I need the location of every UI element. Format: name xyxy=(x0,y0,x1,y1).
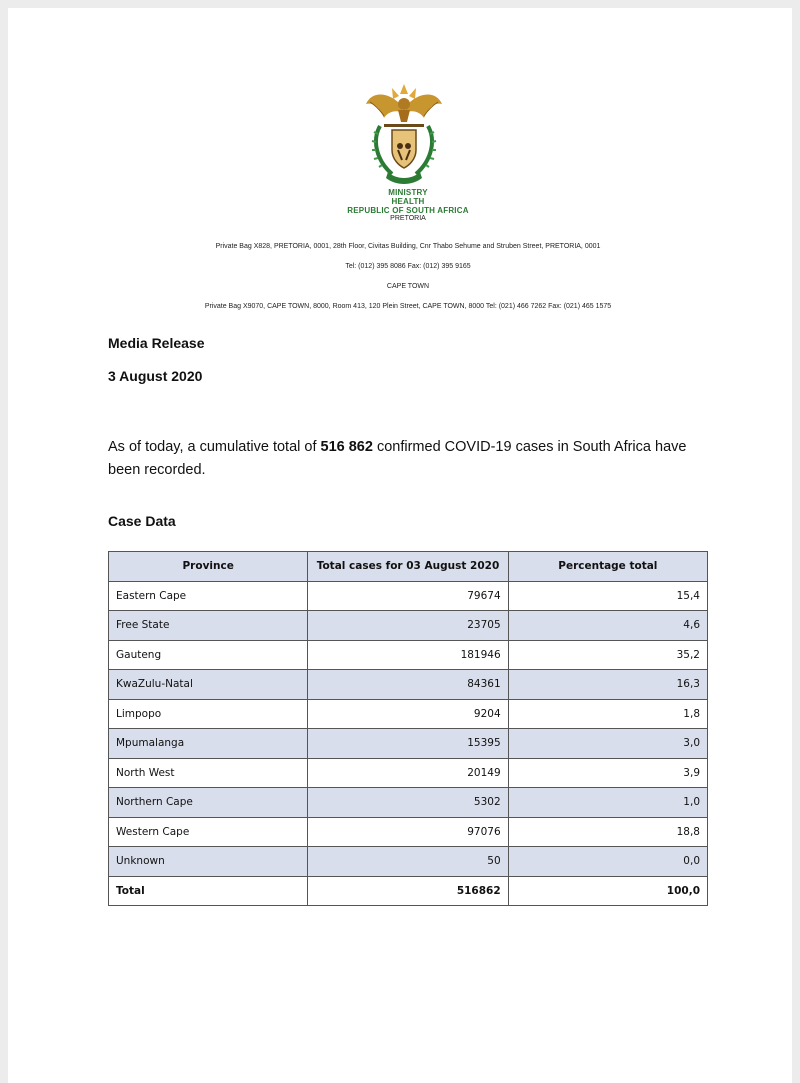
table-row xyxy=(109,581,708,611)
ministry-line: REPUBLIC OF SOUTH AFRICA xyxy=(347,206,469,215)
percentage-cell: 16,3 xyxy=(508,670,707,700)
capetown-label: CAPE TOWN xyxy=(386,283,430,290)
cases-cell: 15395 xyxy=(308,729,508,759)
cases-cell: 9204 xyxy=(308,699,508,729)
province-cell: KwaZulu-Natal xyxy=(109,670,308,700)
release-paragraph xyxy=(108,436,718,482)
table-total-row xyxy=(109,876,708,906)
total-label-cell: Total xyxy=(109,876,308,906)
total-cases-cell: 516862 xyxy=(308,876,508,906)
table-header-row xyxy=(109,552,708,582)
release-date: 3 August 2020 xyxy=(108,368,203,384)
capetown-address: Private Bag X9070, CAPE TOWN, 8000, Room 413, 120 Plein Street, CAPE TOWN, 8000 Tel: (021) 466 7262 Fax: (021) 465 1575 xyxy=(204,303,612,310)
column-header-total-cases: Total cases for 03 August 2020 xyxy=(308,552,508,582)
cases-cell: 97076 xyxy=(308,817,508,847)
ministry-line: MINISTRY xyxy=(388,188,428,197)
case-data-heading: Case Data xyxy=(108,513,176,529)
cases-cell: 79674 xyxy=(308,581,508,611)
cases-cell: 84361 xyxy=(308,670,508,700)
cumulative-total: 516 862 xyxy=(320,439,373,455)
table-row xyxy=(109,670,708,700)
percentage-cell: 0,0 xyxy=(508,847,707,877)
province-cell: Northern Cape xyxy=(109,788,308,818)
cases-cell: 20149 xyxy=(308,758,508,788)
percentage-cell: 1,0 xyxy=(508,788,707,818)
percentage-cell: 1,8 xyxy=(508,699,707,729)
media-release-heading: Media Release xyxy=(108,335,205,351)
table-row xyxy=(109,640,708,670)
document-page xyxy=(8,8,792,1083)
case-data-table xyxy=(108,551,708,906)
ministry-name xyxy=(308,188,508,215)
pretoria-address: Private Bag X828, PRETORIA, 0001, 28th Floor, Civitas Building, Cnr Thabo Sehume and Struben Street, PRETORIA, 0001 xyxy=(215,243,601,250)
percentage-cell: 18,8 xyxy=(508,817,707,847)
cases-cell: 50 xyxy=(308,847,508,877)
province-cell: Eastern Cape xyxy=(109,581,308,611)
province-cell: Mpumalanga xyxy=(109,729,308,759)
percentage-cell: 4,6 xyxy=(508,611,707,641)
cases-cell: 181946 xyxy=(308,640,508,670)
coat-of-arms-logo xyxy=(362,80,446,190)
table-row xyxy=(109,788,708,818)
table-row xyxy=(109,817,708,847)
province-cell: North West xyxy=(109,758,308,788)
table-row xyxy=(109,729,708,759)
province-cell: Unknown xyxy=(109,847,308,877)
pretoria-label: PRETORIA xyxy=(390,215,426,222)
province-cell: Western Cape xyxy=(109,817,308,847)
cases-cell: 23705 xyxy=(308,611,508,641)
column-header-province: Province xyxy=(109,552,308,582)
release-text-before: As of today, a cumulative total of xyxy=(108,439,321,455)
province-cell: Free State xyxy=(109,611,308,641)
percentage-cell: 35,2 xyxy=(508,640,707,670)
table-row xyxy=(109,611,708,641)
percentage-cell: 3,9 xyxy=(508,758,707,788)
release-text-after: confirmed COVID-19 cases in South Africa have been recorded. xyxy=(108,439,687,478)
table-row xyxy=(109,758,708,788)
total-percentage-cell: 100,0 xyxy=(508,876,707,906)
table-row xyxy=(109,699,708,729)
table-body xyxy=(109,581,708,906)
cases-cell: 5302 xyxy=(308,788,508,818)
percentage-cell: 3,0 xyxy=(508,729,707,759)
ministry-line: HEALTH xyxy=(391,197,425,206)
province-cell: Gauteng xyxy=(109,640,308,670)
province-cell: Limpopo xyxy=(109,699,308,729)
column-header-percentage: Percentage total xyxy=(508,552,707,582)
pretoria-contact: Tel: (012) 395 8086 Fax: (012) 395 9165 xyxy=(345,263,471,270)
table-row xyxy=(109,847,708,877)
percentage-cell: 15,4 xyxy=(508,581,707,611)
